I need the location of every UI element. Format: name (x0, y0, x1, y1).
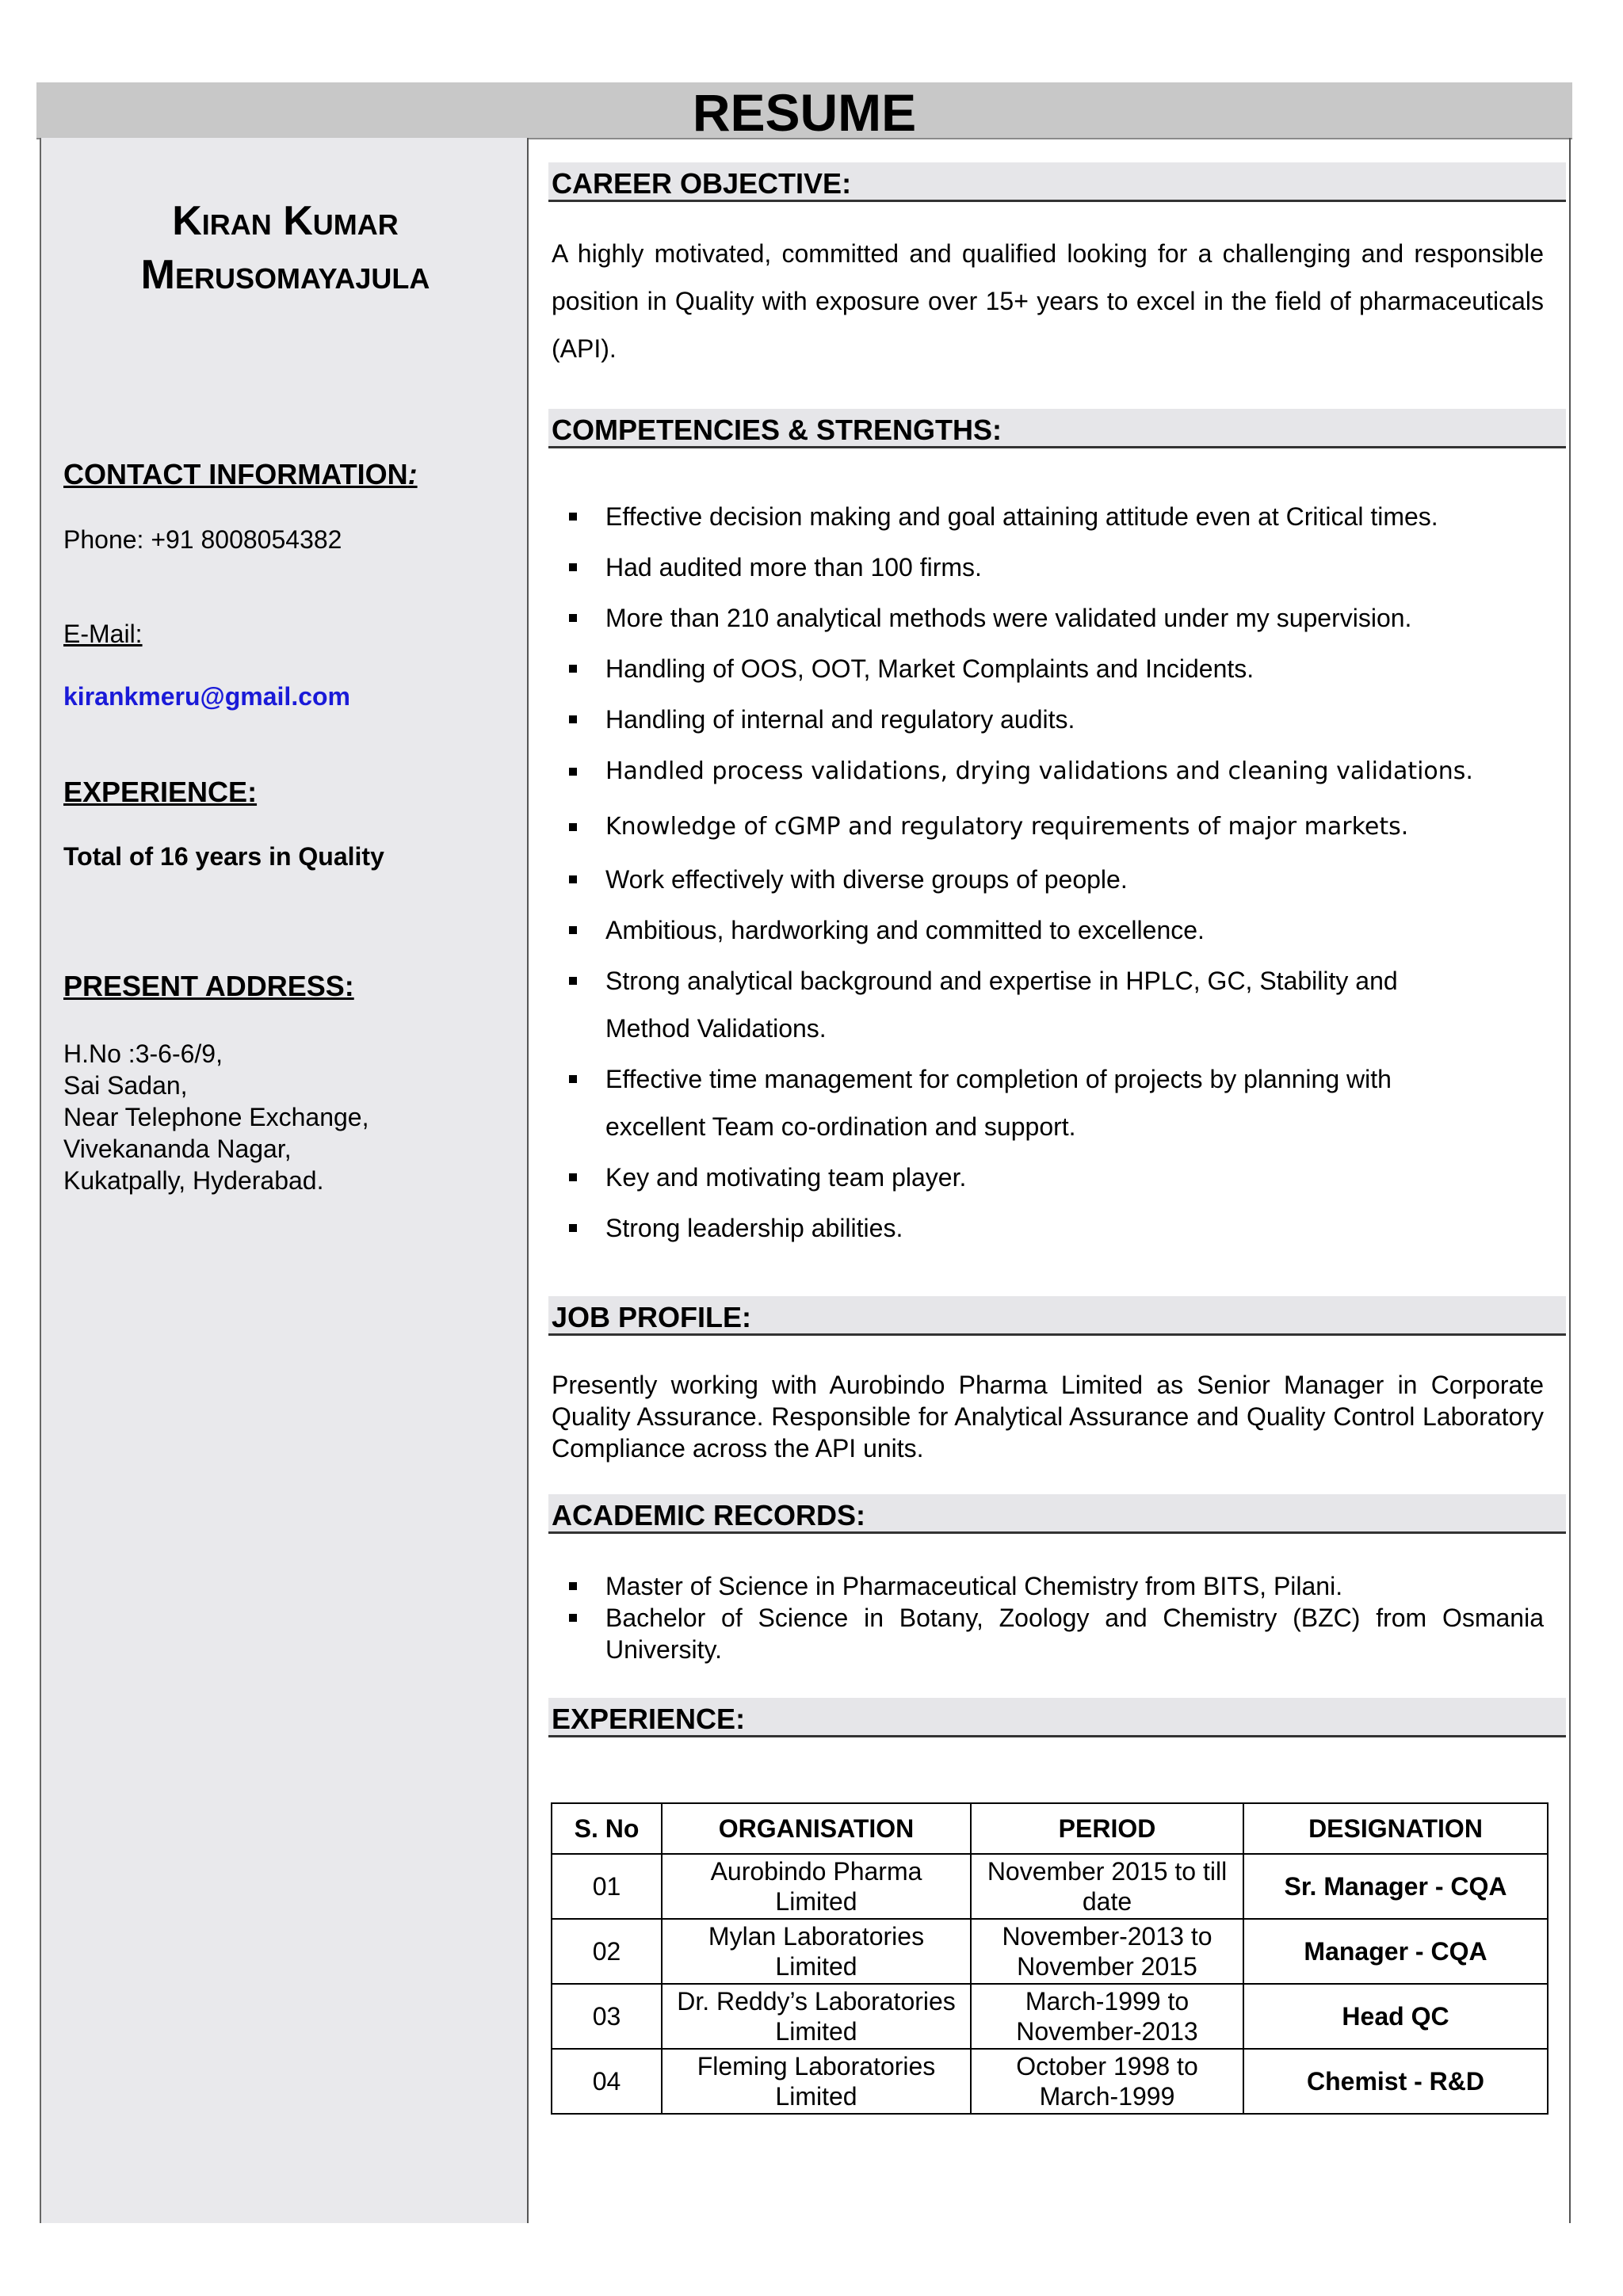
cell-organisation: Mylan Laboratories Limited (662, 1919, 971, 1984)
competency-item (552, 906, 1550, 954)
competency-text: Effective decision making and goal attaining attitude even at Critical times. (605, 502, 1438, 531)
competency-text: Ambitious, hardworking and committed to excellence. (605, 916, 1205, 944)
address-heading: PRESENT ADDRESS: (63, 970, 354, 1002)
contact-heading-colon: : (407, 458, 418, 490)
competency-text: More than 210 analytical methods were validated under my supervision. (605, 604, 1412, 632)
competency-item (552, 748, 1550, 795)
competency-item (552, 1055, 1550, 1150)
cell-organisation: Dr. Reddy’s Laboratories Limited (662, 1984, 971, 2049)
phone-text: Phone: +91 8008054382 (63, 525, 342, 554)
address-line: Kukatpally, Hyderabad. (63, 1166, 324, 1195)
academic-item (552, 1602, 1544, 1665)
job-profile-heading: JOB PROFILE: (548, 1296, 1566, 1336)
table-header-row (552, 1803, 1548, 1854)
cell-designation: Sr. Manager - CQA (1243, 1854, 1548, 1919)
competency-text: Work effectively with diverse groups of people. (605, 865, 1128, 894)
side-experience-text: Total of 16 years in Quality (63, 842, 384, 871)
bullet-square-icon (569, 1224, 577, 1232)
cell-sno: 04 (552, 2049, 662, 2114)
address-line: Near Telephone Exchange, (63, 1103, 369, 1131)
bullet-square-icon (569, 1582, 577, 1590)
bullet-square-icon (569, 563, 577, 571)
cell-period: October 1998 to March-1999 (971, 2049, 1243, 2114)
bullet-square-icon (569, 977, 577, 985)
side-experience-heading: EXPERIENCE: (63, 776, 258, 808)
competency-item (552, 1154, 1550, 1201)
bullet-square-icon (569, 513, 577, 521)
experience-heading: EXPERIENCE: (548, 1698, 1566, 1737)
cell-designation: Chemist - R&D (1243, 2049, 1548, 2114)
table-row (552, 1984, 1548, 2049)
cell-sno: 02 (552, 1919, 662, 1984)
competency-text: Key and motivating team player. (605, 1163, 967, 1192)
address-line: H.No :3-6-6/9, (63, 1039, 223, 1068)
bullet-square-icon (569, 715, 577, 723)
career-objective-heading: CAREER OBJECTIVE: (548, 162, 1566, 202)
competency-item (552, 856, 1550, 903)
address-block (63, 1038, 369, 1196)
competency-item (552, 803, 1550, 851)
frame-right-border (1569, 138, 1571, 2223)
column-header: DESIGNATION (1243, 1803, 1548, 1854)
bullet-square-icon (569, 1614, 577, 1622)
cell-period: November 2015 to till date (971, 1854, 1243, 1919)
cell-period: November-2013 to November 2015 (971, 1919, 1243, 1984)
career-objective-text: A highly motivated, committed and qualified looking for a challenging and responsible position in Quality with exposure over 15+ years to excel in the field of pharmaceuticals (API). (552, 239, 1544, 363)
job-profile-text: Presently working with Aurobindo Pharma Limited as Senior Manager in Corporate Quality Assurance. Responsible for Analytical Assurance and Quality Control Laboratory Compliance across the API units. (552, 1371, 1544, 1463)
academic-item (552, 1570, 1544, 1602)
contact-heading-text: CONTACT INFORMATION (63, 458, 408, 490)
column-header: PERIOD (971, 1803, 1243, 1854)
competency-text: Handled process validations, drying validations and cleaning validations. (605, 757, 1473, 785)
contact-heading (63, 457, 418, 492)
competency-text: Handling of internal and regulatory audits. (605, 705, 1075, 734)
table-row (552, 1919, 1548, 1984)
competency-text: Strong analytical background and expertise in HPLC, GC, Stability and Method Validations. (605, 967, 1398, 1043)
cell-sno: 01 (552, 1854, 662, 1919)
bullet-square-icon (569, 875, 577, 883)
competency-item (552, 645, 1550, 692)
competencies-list (552, 493, 1550, 1255)
email-link[interactable]: kirankmeru@gmail.com (63, 682, 350, 711)
competency-text: Handling of OOS, OOT, Market Complaints and Incidents. (605, 654, 1254, 683)
academic-list (552, 1570, 1544, 1665)
competencies-heading: COMPETENCIES & STRENGTHS: (548, 409, 1566, 448)
bullet-square-icon (569, 823, 577, 831)
table-row (552, 2049, 1548, 2114)
table-row (552, 1854, 1548, 1919)
competency-item (552, 1204, 1550, 1252)
competency-item (552, 493, 1550, 540)
competency-text: Knowledge of cGMP and regulatory requirements of major markets. (605, 813, 1409, 841)
email-label: E-Mail: (63, 620, 143, 648)
address-line: Sai Sadan, (63, 1071, 188, 1100)
academic-text: Master of Science in Pharmaceutical Chemistry from BITS, Pilani. (605, 1572, 1343, 1600)
competency-item (552, 543, 1550, 591)
bullet-square-icon (569, 614, 577, 622)
bullet-square-icon (569, 1173, 577, 1181)
bullet-square-icon (569, 1075, 577, 1083)
bullet-square-icon (569, 926, 577, 934)
competency-text: Effective time management for completion of projects by planning with excellent Team co-ordination and support. (605, 1065, 1392, 1141)
cell-designation: Manager - CQA (1243, 1919, 1548, 1984)
cell-period: March-1999 to November-2013 (971, 1984, 1243, 2049)
competency-item (552, 594, 1550, 642)
column-header: S. No (552, 1803, 662, 1854)
candidate-name (48, 194, 523, 302)
cell-organisation: Fleming Laboratories Limited (662, 2049, 971, 2114)
academic-heading: ACADEMIC RECORDS: (548, 1494, 1566, 1534)
candidate-first-name: Kiran Kumar (172, 198, 399, 244)
cell-sno: 03 (552, 1984, 662, 2049)
bullet-square-icon (569, 768, 577, 776)
address-line: Vivekananda Nagar, (63, 1135, 292, 1163)
bullet-square-icon (569, 665, 577, 673)
competency-text: Strong leadership abilities. (605, 1214, 903, 1242)
competency-text: Had audited more than 100 firms. (605, 553, 982, 582)
column-header: ORGANISATION (662, 1803, 971, 1854)
cell-designation: Head QC (1243, 1984, 1548, 2049)
experience-table (551, 1802, 1549, 2115)
competency-item (552, 696, 1550, 743)
competency-item (552, 957, 1550, 1052)
cell-organisation: Aurobindo Pharma Limited (662, 1854, 971, 1919)
candidate-last-name: Merusomayajula (140, 252, 430, 298)
academic-text: Bachelor of Science in Botany, Zoology and Chemistry (BZC) from Osmania University. (605, 1604, 1544, 1664)
resume-title: RESUME (36, 82, 1572, 139)
